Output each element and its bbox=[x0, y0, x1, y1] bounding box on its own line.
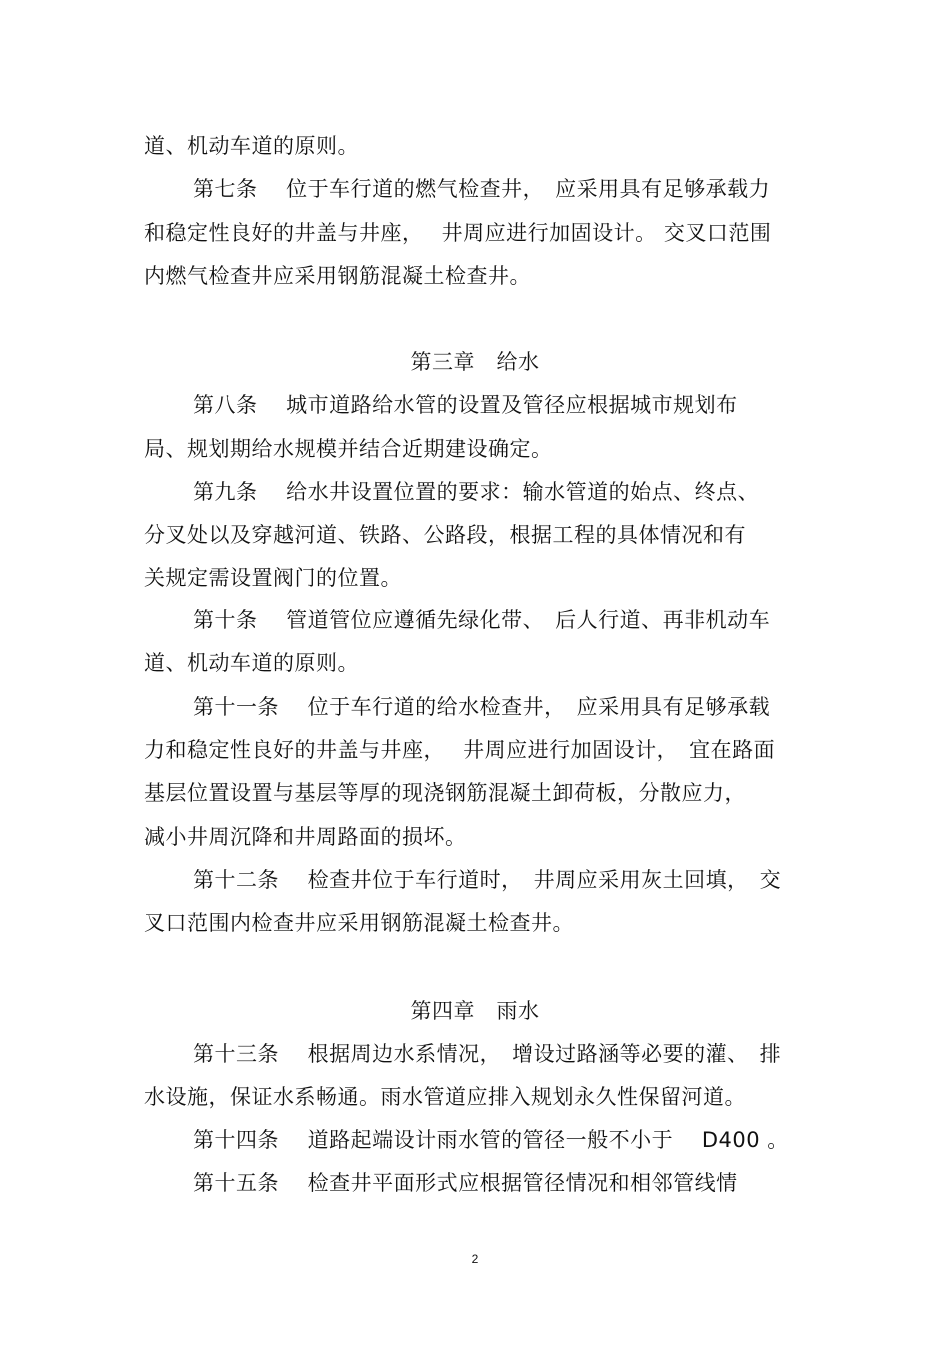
chapter-4-heading: 第四章 雨水 bbox=[410, 999, 540, 1023]
article-9-line: 第九条 给水井设置位置的要求：输水管道的始点、终点、 bbox=[193, 480, 760, 504]
body-text-line: 道、机动车道的原则。 bbox=[144, 651, 359, 675]
article-12-line: 第十二条 检查井位于车行道时， 井周应采用灰土回填， 交 bbox=[193, 868, 782, 892]
article-10-line: 第十条 管道管位应遵循先绿化带、 后人行道、再非机动车 bbox=[193, 608, 771, 632]
article-8-line: 第八条 城市道路给水管的设置及管径应根据城市规划布 bbox=[193, 393, 738, 417]
body-text-line: 关规定需设置阀门的位置。 bbox=[144, 566, 402, 590]
body-text-line: 道、机动车道的原则。 bbox=[144, 134, 359, 158]
chapter-3-heading: 第三章 给水 bbox=[410, 350, 540, 374]
article-13-line: 第十三条 根据周边水系情况， 增设过路涵等必要的灌、 排 bbox=[193, 1042, 782, 1066]
body-text-line: 叉口范围内检查井应采用钢筋混凝土检查井。 bbox=[144, 911, 574, 935]
body-text-line: 局、规划期给水规模并结合近期建设确定。 bbox=[144, 437, 553, 461]
body-text-line: 和稳定性良好的井盖与井座， 井周应进行加固设计。 交叉口范围 bbox=[144, 221, 772, 245]
body-text-line: 力和稳定性良好的井盖与井座， 井周应进行加固设计， 宜在路面 bbox=[144, 738, 776, 762]
page-number: 2 bbox=[471, 1252, 479, 1266]
article-14-line: 第十四条 道路起端设计雨水管的管径一般不小于 D400 。 bbox=[193, 1128, 789, 1152]
article-15-line: 第十五条 检查井平面形式应根据管径情况和相邻管线情 bbox=[193, 1171, 738, 1195]
body-text-line: 基层位置设置与基层等厚的现浇钢筋混凝土卸荷板，分散应力， bbox=[144, 781, 746, 805]
body-text-line: 减小井周沉降和井周路面的损坏。 bbox=[144, 825, 467, 849]
body-text-line: 内燃气检查井应采用钢筋混凝土检查井。 bbox=[144, 264, 531, 288]
body-text-line: 分叉处以及穿越河道、铁路、公路段，根据工程的具体情况和有 bbox=[144, 523, 746, 547]
article-7-line: 第七条 位于车行道的燃气检查井， 应采用具有足够承载力 bbox=[193, 177, 771, 201]
article-11-line: 第十一条 位于车行道的给水检查井， 应采用具有足够承载 bbox=[193, 695, 771, 719]
body-text-line: 水设施，保证水系畅通。雨水管道应排入规划永久性保留河道。 bbox=[144, 1085, 746, 1109]
